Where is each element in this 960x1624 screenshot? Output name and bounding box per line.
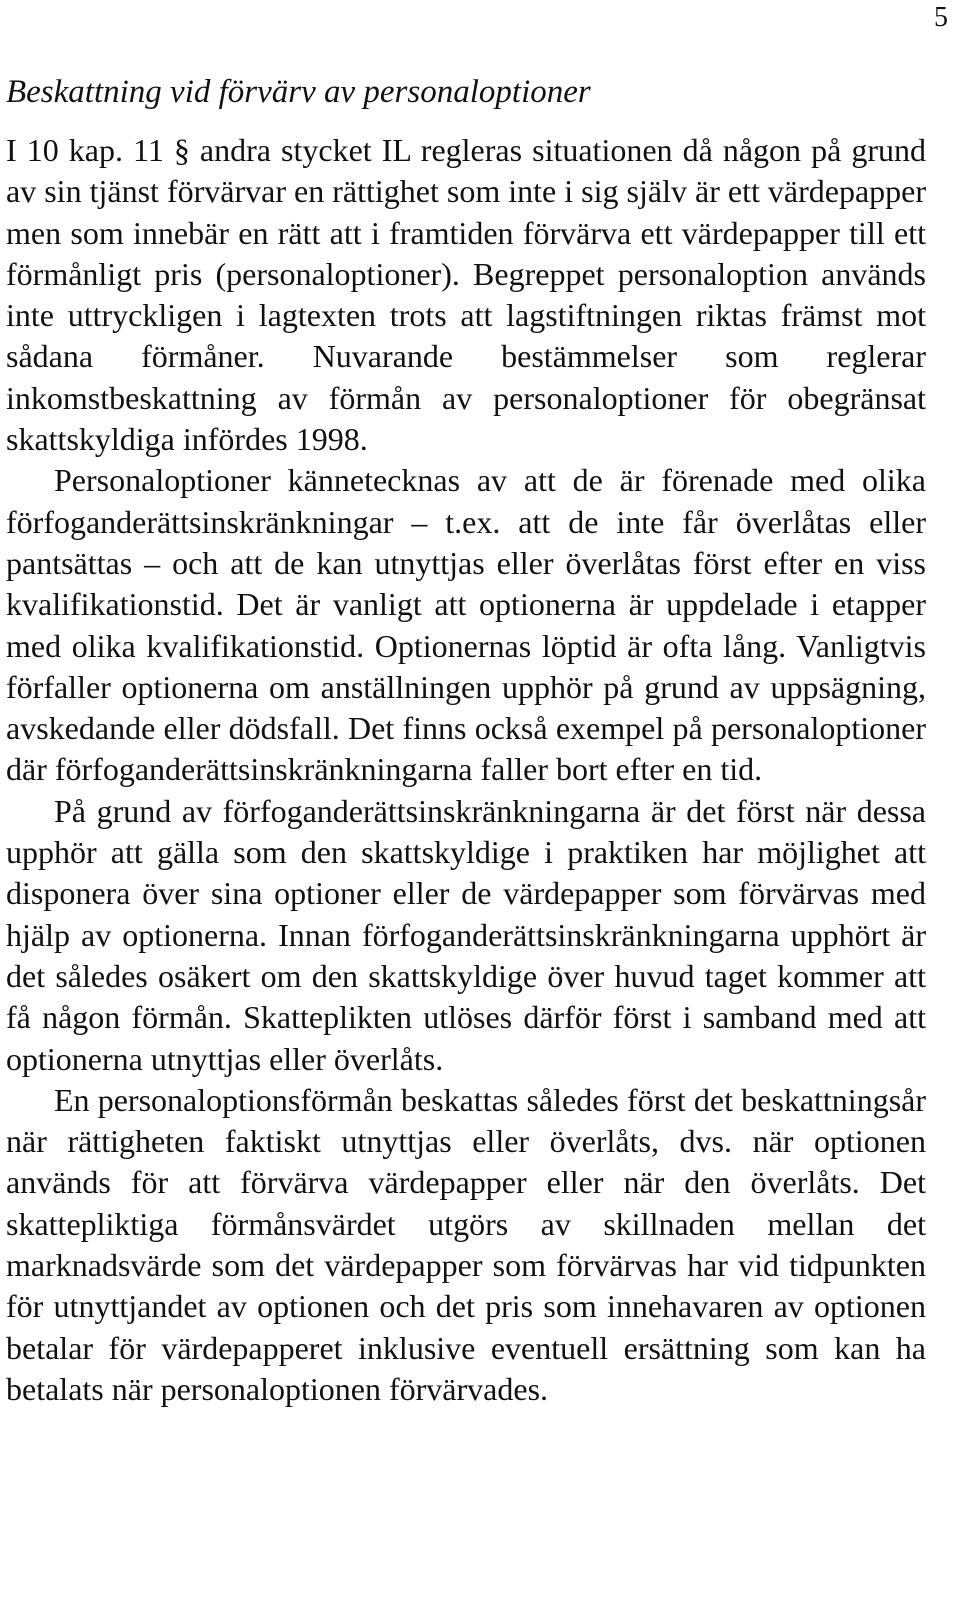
paragraph-2: Personaloptioner kännetecknas av att de är förenade med olika förfoganderättsinskränkningar – t.ex. att de inte får överlåtas eller pantsättas – och att de kan utnyttjas eller överlåtas först efter en viss kvalifikationstid. Det är vanligt att optionerna är uppdelade i etapper med olika kvalifikationstid. Optionernas löptid är ofta lång. Vanligtvis förfaller optionerna om anställningen upphör på grund av uppsägning, avskedande eller dödsfall. Det finns också exempel på personaloptioner där förfoganderättsinskränkningarna faller bort efter en tid. <box>6 462 926 788</box>
section-heading: Beskattning vid förvärv av personaloptioner <box>6 74 591 110</box>
page-number: 5 <box>934 2 948 33</box>
document-body <box>6 60 926 1410</box>
paragraph-4: En personaloptionsförmån beskattas således först det beskattningsår när rättigheten faktiskt utnyttjas eller överlåts, dvs. när optionen används för att förvärva värdepapper eller när den överlåts. Det skattepliktiga förmånsvärdet utgörs av skillnaden mellan det marknadsvärde som det värdepapper som förvärvas har vid tidpunkten för utnyttjandet av optionen och det pris som innehavaren av optionen betalar för värdepapperet inklusive eventuell ersättning som kan ha betalats när personaloptionen förvärvades. <box>6 1081 926 1407</box>
paragraph-1: I 10 kap. 11 § andra stycket IL regleras situationen då någon på grund av sin tjänst förvärvar en rättighet som inte i sig själv är ett värdepapper men som innebär en rätt att i framtiden förvärva ett värdepapper till ett förmånligt pris (personaloptioner). Begreppet personaloption används inte uttryckligen i lagtexten trots att lagstiftningen riktas främst mot sådana förmåner. Nuvarande bestämmelser som reglerar inkomstbeskattning av förmån av personaloptioner för obegränsat skattskyldiga infördes 1998. <box>6 132 926 458</box>
paragraph-3: På grund av förfoganderättsinskränkningarna är det först när dessa upphör att gälla som den skattskyldige i praktiken har möjlighet att disponera över sina optioner eller de värdepapper som förvärvas med hjälp av optionerna. Innan förfoganderättsinskränkningarna upphört är det således osäkert om den skattskyldige över huvud taget kommer att få någon förmån. Skatteplikten utlöses därför först i samband med att optionerna utnyttjas eller överlåts. <box>6 792 926 1077</box>
